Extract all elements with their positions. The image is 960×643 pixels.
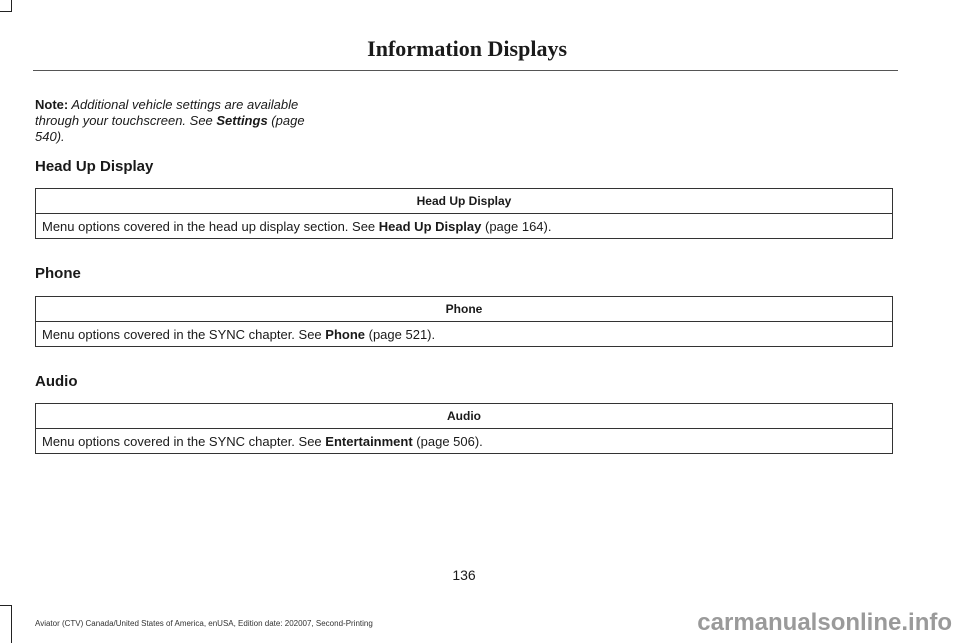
row-link-head-up-display[interactable]: Head Up Display (378, 218, 482, 234)
row-text: Menu options covered in the head up display section. See (42, 218, 379, 234)
crop-mark-bottom-left-horizontal (0, 605, 12, 606)
table-row (36, 214, 893, 239)
table-cell (36, 322, 893, 347)
page-title: Information Displays (367, 36, 567, 61)
table-header-cell: Audio (36, 404, 893, 429)
row-text: Menu options covered in the SYNC chapter. See (42, 433, 326, 449)
note-link-settings[interactable]: Settings (216, 113, 268, 128)
table-phone (35, 296, 893, 347)
page-number: 136 (452, 567, 476, 583)
table-header-row (36, 297, 893, 322)
section-heading-head-up-display: Head Up Display (35, 158, 154, 175)
note-text: Additional vehicle settings are available through your touchscreen. See (35, 97, 299, 128)
table-row (36, 429, 893, 454)
note-page-ref: (page 540). (35, 113, 305, 144)
section-heading-audio: Audio (35, 373, 78, 390)
row-link-entertainment[interactable]: Entertainment (325, 433, 413, 449)
table-cell (36, 214, 893, 239)
table-audio (35, 403, 893, 454)
row-page-ref: (page 521). (365, 326, 436, 342)
row-link-phone[interactable]: Phone (325, 326, 366, 342)
edition-footer: Aviator (CTV) Canada/United States of America, enUSA, Edition date: 202007, Second-Printing (35, 619, 373, 628)
table-header-row (36, 404, 893, 429)
row-page-ref: (page 164). (481, 218, 552, 234)
table-header-row (36, 189, 893, 214)
crop-mark-bottom-left-vertical (11, 605, 12, 643)
row-text: Menu options covered in the SYNC chapter. See (42, 326, 326, 342)
note-label: Note: (35, 97, 69, 112)
note-paragraph (35, 97, 305, 145)
row-page-ref: (page 506). (412, 433, 483, 449)
table-header-cell: Head Up Display (36, 189, 893, 214)
watermark-logo: carmanualsonline.info (697, 609, 952, 636)
table-header-cell: Phone (36, 297, 893, 322)
header-divider (33, 70, 898, 71)
section-heading-phone: Phone (35, 265, 81, 282)
table-cell (36, 429, 893, 454)
table-row (36, 322, 893, 347)
table-head-up-display (35, 188, 893, 239)
crop-mark-top-left-horizontal (0, 11, 12, 12)
